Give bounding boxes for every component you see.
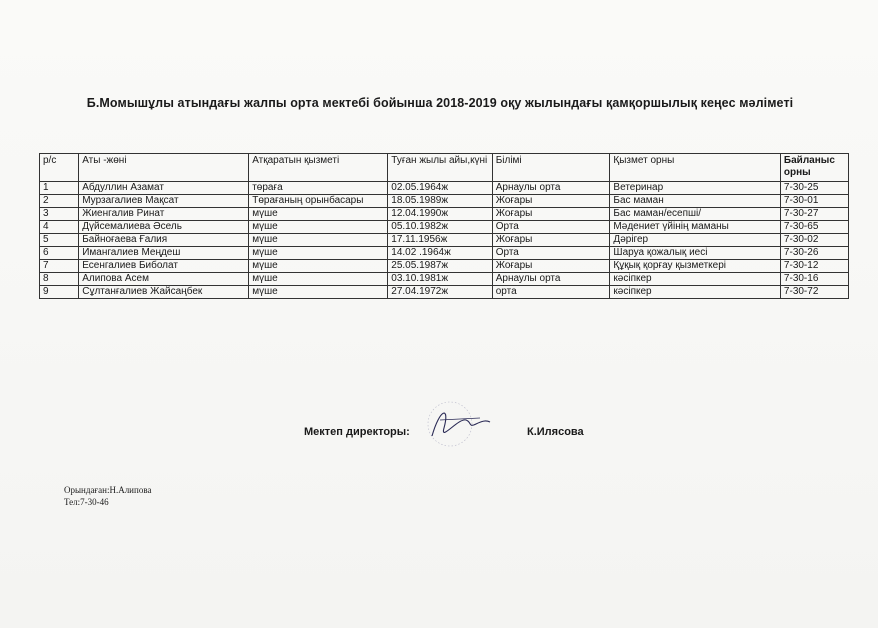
table-row: [40, 260, 849, 273]
cell-name: Байноғаева Ғалия: [79, 234, 249, 247]
cell-no: 7: [40, 260, 79, 273]
header-contact-label: Байланыс орны: [783, 155, 835, 178]
cell-education: Жоғары: [492, 234, 610, 247]
header-education: Білімі: [492, 154, 610, 182]
cell-name: Жиенгалив Ринат: [79, 208, 249, 221]
cell-no: 6: [40, 247, 79, 260]
cell-workplace: Мәдениет үйінің маманы: [610, 221, 781, 234]
cell-position: мүше: [249, 273, 388, 286]
cell-position: мүше: [249, 286, 388, 299]
cell-contact: 7-30-65: [780, 221, 848, 234]
header-birthdate-label: Туған жылы айы,күні: [391, 155, 488, 166]
table-header-row: [40, 154, 849, 182]
header-birthdate: [388, 154, 492, 182]
cell-education: Арнаулы орта: [492, 273, 610, 286]
cell-workplace: Құқық қорғау қызметкері: [610, 260, 781, 273]
header-position: Атқаратын қызметі: [249, 154, 388, 182]
table-row: [40, 247, 849, 260]
cell-no: 3: [40, 208, 79, 221]
cell-contact: 7-30-72: [780, 286, 848, 299]
cell-no: 2: [40, 195, 79, 208]
cell-workplace: кәсіпкер: [610, 286, 781, 299]
contact-phone: Тел:7-30-46: [64, 497, 109, 507]
cell-education: Жоғары: [492, 260, 610, 273]
header-no: р/с: [40, 154, 79, 182]
cell-name: Абдуллин Азамат: [79, 182, 249, 195]
cell-education: Орта: [492, 221, 610, 234]
header-contact: [780, 154, 848, 182]
cell-birthdate: 02.05.1964ж: [388, 182, 492, 195]
cell-position: Төрағаның орынбасары: [249, 195, 388, 208]
director-name: К.Илясова: [527, 426, 584, 438]
cell-workplace: Шаруа қожалық иесі: [610, 247, 781, 260]
cell-education: Жоғары: [492, 208, 610, 221]
cell-contact: 7-30-27: [780, 208, 848, 221]
table-row: [40, 195, 849, 208]
cell-workplace: кәсіпкер: [610, 273, 781, 286]
table-row: [40, 221, 849, 234]
cell-position: мүше: [249, 208, 388, 221]
cell-contact: 7-30-01: [780, 195, 848, 208]
cell-birthdate: 12.04.1990ж: [388, 208, 492, 221]
cell-birthdate: 18.05.1989ж: [388, 195, 492, 208]
cell-no: 8: [40, 273, 79, 286]
cell-contact: 7-30-12: [780, 260, 848, 273]
cell-birthdate: 14.02 .1964ж: [388, 247, 492, 260]
table-row: [40, 273, 849, 286]
cell-name: Алипова Асем: [79, 273, 249, 286]
header-workplace: Қызмет орны: [610, 154, 781, 182]
cell-workplace: Бас маман/есепші/: [610, 208, 781, 221]
cell-birthdate: 25.05.1987ж: [388, 260, 492, 273]
cell-workplace: Бас маман: [610, 195, 781, 208]
cell-no: 9: [40, 286, 79, 299]
table-row: [40, 208, 849, 221]
table-row: [40, 286, 849, 299]
cell-education: Жоғары: [492, 195, 610, 208]
director-signature: [410, 398, 510, 448]
table-row: [40, 182, 849, 195]
cell-no: 4: [40, 221, 79, 234]
prepared-by: Орындаған:Н.Алипова: [64, 485, 152, 495]
cell-birthdate: 03.10.1981ж: [388, 273, 492, 286]
cell-name: Имангалиев Меңдеш: [79, 247, 249, 260]
cell-contact: 7-30-26: [780, 247, 848, 260]
cell-no: 1: [40, 182, 79, 195]
cell-position: мүше: [249, 260, 388, 273]
table-row: [40, 234, 849, 247]
cell-contact: 7-30-02: [780, 234, 848, 247]
cell-education: Арнаулы орта: [492, 182, 610, 195]
cell-education: орта: [492, 286, 610, 299]
cell-no: 5: [40, 234, 79, 247]
cell-contact: 7-30-25: [780, 182, 848, 195]
cell-name: Есенгалиев Биболат: [79, 260, 249, 273]
cell-contact: 7-30-16: [780, 273, 848, 286]
director-label: Мектеп директоры:: [304, 426, 410, 438]
cell-birthdate: 05.10.1982ж: [388, 221, 492, 234]
cell-name: Сұлтанғалиев Жайсаңбек: [79, 286, 249, 299]
header-name: Аты -жөні: [79, 154, 249, 182]
cell-education: Орта: [492, 247, 610, 260]
document-title: Б.Момышұлы атындағы жалпы орта мектебі бойынша 2018-2019 оқу жылындағы қамқоршылық кеңес мәліметі: [86, 96, 794, 110]
cell-workplace: Дәрігер: [610, 234, 781, 247]
cell-name: Дүйсемалиева Әсель: [79, 221, 249, 234]
cell-position: мүше: [249, 234, 388, 247]
council-table: [39, 153, 849, 299]
cell-name: Мурзагалиев Мақсат: [79, 195, 249, 208]
cell-birthdate: 17.11.1956ж: [388, 234, 492, 247]
cell-position: мүше: [249, 247, 388, 260]
cell-birthdate: 27.04.1972ж: [388, 286, 492, 299]
cell-position: мүше: [249, 221, 388, 234]
cell-workplace: Ветеринар: [610, 182, 781, 195]
cell-position: төраға: [249, 182, 388, 195]
